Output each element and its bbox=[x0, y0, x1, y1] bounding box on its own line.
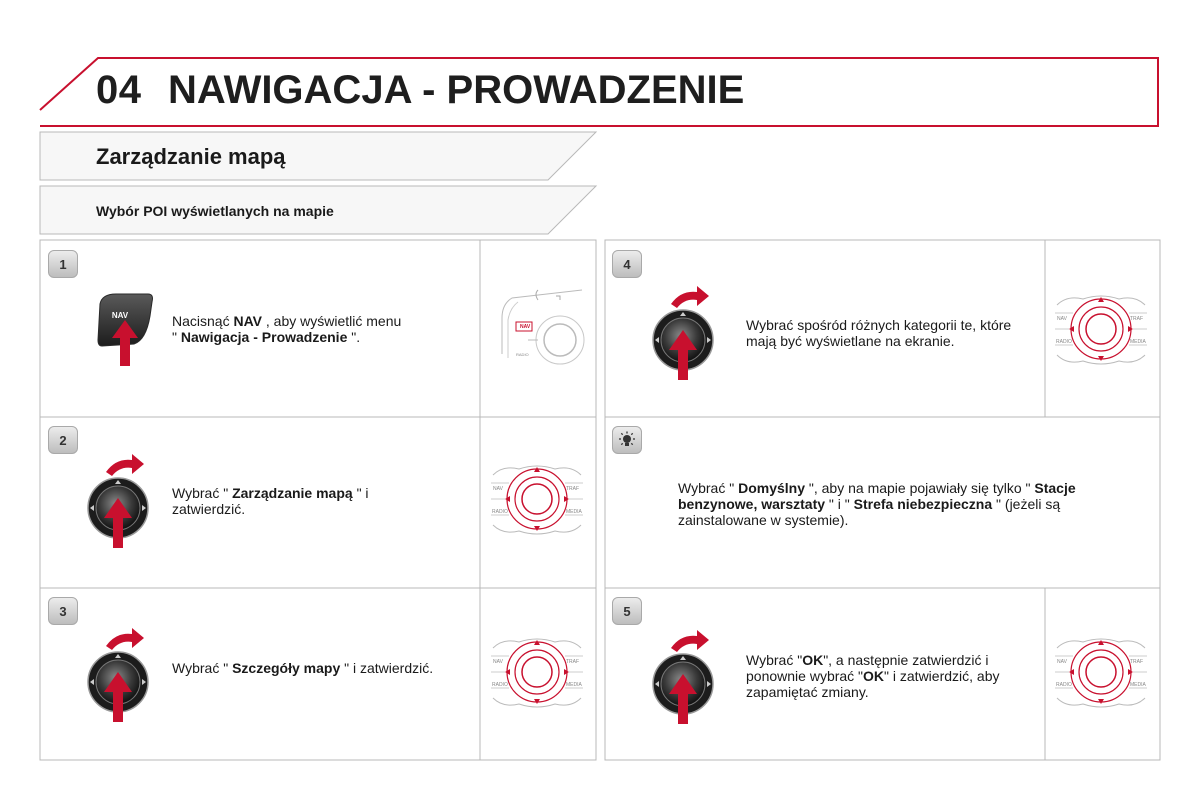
nav-button-label: NAV bbox=[111, 311, 129, 320]
rotary-knob-icon bbox=[86, 624, 152, 724]
step-3-text: Wybrać " Szczegóły mapy " i zatwierdzić. bbox=[172, 660, 434, 676]
nav-panel-thumbnail bbox=[498, 284, 586, 370]
rotary-knob-icon bbox=[86, 450, 152, 550]
curved-arrow-icon bbox=[671, 630, 709, 652]
rotary-knob-icon bbox=[651, 282, 717, 382]
curved-arrow-icon bbox=[106, 628, 144, 650]
svg-text:MEDIA: MEDIA bbox=[566, 509, 582, 515]
svg-text:TRAF: TRAF bbox=[566, 659, 580, 665]
rotary-knob-icon bbox=[651, 626, 717, 726]
step-2-text: Wybrać " Zarządzanie mapą " i zatwierdzić. bbox=[172, 485, 369, 517]
svg-text:RADIO: RADIO bbox=[492, 509, 508, 515]
svg-text:MEDIA: MEDIA bbox=[1130, 682, 1146, 688]
subsection-title: Wybór POI wyświetlanych na mapie bbox=[96, 203, 334, 219]
step-number-badge: 1 bbox=[48, 250, 78, 278]
controller-thumbnail bbox=[1053, 632, 1149, 714]
step-number-badge: 4 bbox=[612, 250, 642, 278]
lightbulb-icon bbox=[618, 431, 636, 449]
nav-button-icon bbox=[94, 290, 156, 368]
svg-text:TRAF: TRAF bbox=[1130, 316, 1144, 322]
svg-text:MEDIA: MEDIA bbox=[1130, 339, 1146, 345]
step-5-text: Wybrać "OK", a następnie zatwierdzić i ponownie wybrać "OK" i zatwierdzić, aby zapamiętać zmiany. bbox=[746, 652, 1000, 700]
svg-text:NAV: NAV bbox=[493, 659, 503, 665]
svg-text:TRAF: TRAF bbox=[1130, 659, 1144, 665]
svg-text:TRAF: TRAF bbox=[566, 486, 580, 492]
tip-badge bbox=[612, 426, 642, 454]
step-1-text: Nacisnąć NAV , aby wyświetlić menu " Nawigacja - Prowadzenie ". bbox=[172, 313, 402, 345]
controller-thumbnail bbox=[1053, 289, 1149, 371]
tip-text: Wybrać " Domyślny ", aby na mapie pojawiały się tylko " Stacje benzynowe, warsztaty " i " Strefa niebezpieczna " (jeżeli są zainstalowane w systemie). bbox=[678, 480, 1076, 528]
svg-text:NAV: NAV bbox=[520, 324, 531, 330]
svg-text:NAV: NAV bbox=[1057, 659, 1067, 665]
step-number-badge: 2 bbox=[48, 426, 78, 454]
section-title: Zarządzanie mapą bbox=[96, 144, 286, 169]
svg-text:NAV: NAV bbox=[493, 486, 503, 492]
svg-text:RADIO: RADIO bbox=[516, 352, 529, 357]
svg-text:NAV: NAV bbox=[1057, 316, 1067, 322]
step-number-badge: 5 bbox=[612, 597, 642, 625]
chapter-number: 04 bbox=[96, 68, 142, 112]
chapter-title: NAWIGACJA - PROWADZENIE bbox=[168, 68, 745, 112]
svg-text:MEDIA: MEDIA bbox=[566, 682, 582, 688]
svg-text:RADIO: RADIO bbox=[1056, 682, 1072, 688]
controller-thumbnail bbox=[489, 632, 585, 714]
step-number-badge: 3 bbox=[48, 597, 78, 625]
step-4-text: Wybrać spośród różnych kategorii te, które mają być wyświetlane na ekranie. bbox=[746, 317, 1012, 349]
curved-arrow-icon bbox=[106, 454, 144, 476]
curved-arrow-icon bbox=[671, 286, 709, 308]
svg-text:RADIO: RADIO bbox=[1056, 339, 1072, 345]
controller-thumbnail bbox=[489, 459, 585, 541]
svg-text:RADIO: RADIO bbox=[492, 682, 508, 688]
